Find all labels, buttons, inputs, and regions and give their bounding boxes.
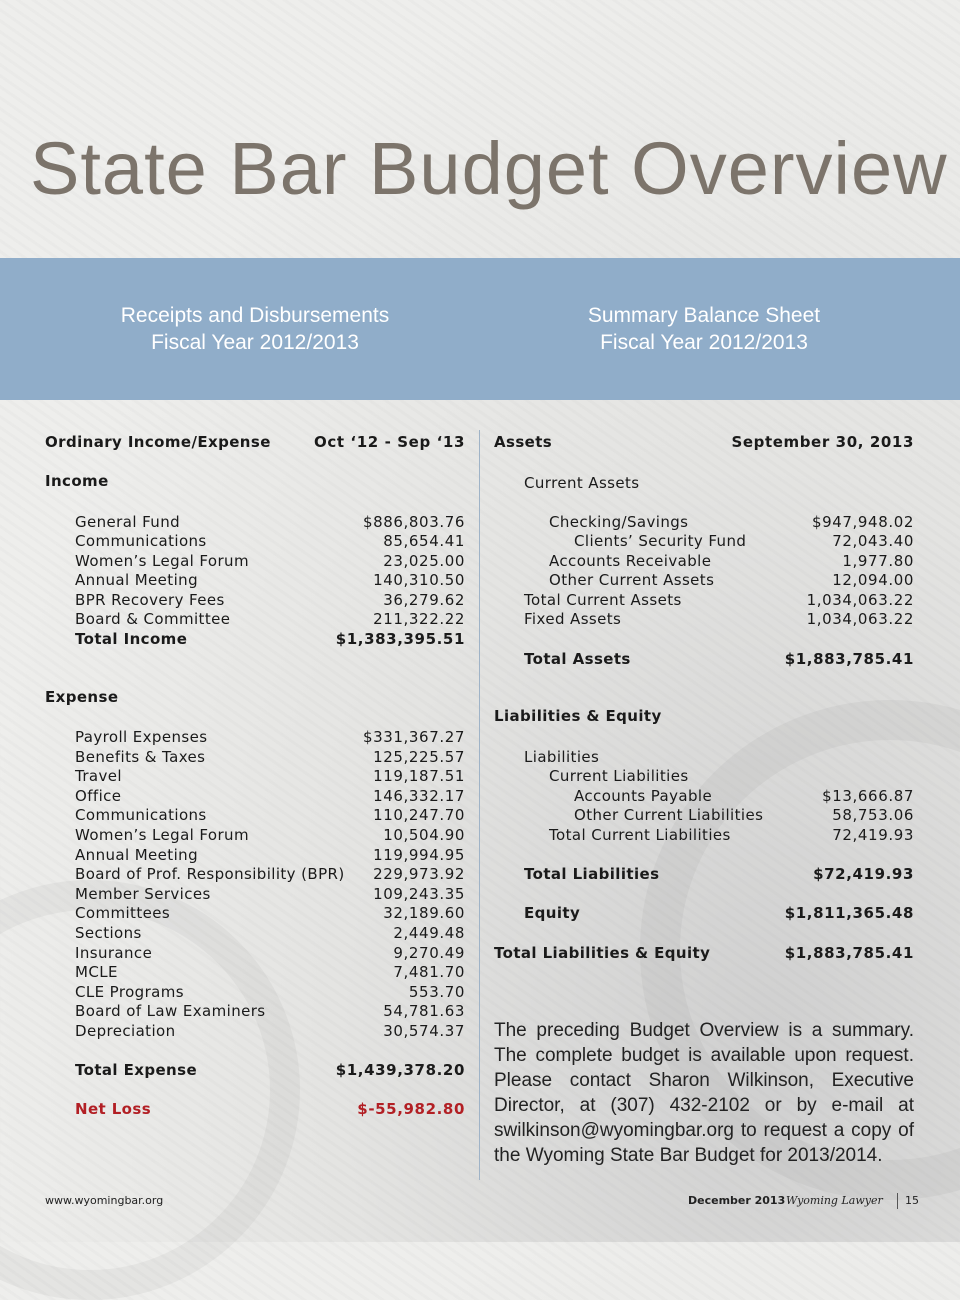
- balance-date: September 30, 2013: [731, 433, 914, 451]
- income-amount: $886,803.76: [362, 513, 465, 531]
- expense-label: Benefits & Taxes: [75, 748, 206, 766]
- expense-label: CLE Programs: [75, 983, 184, 1001]
- receivable-label: Accounts Receivable: [549, 552, 712, 570]
- clients-fund-label: Clients’ Security Fund: [574, 532, 747, 550]
- period-header: Oct ‘12 - Sep ‘13: [314, 433, 465, 451]
- total-current-assets-amount: 1,034,063.22: [806, 591, 914, 609]
- fixed-assets-amount: 1,034,063.22: [806, 610, 914, 628]
- expense-amount: 146,332.17: [373, 787, 465, 805]
- total-current-liabilities-label: Total Current Liabilities: [549, 826, 731, 844]
- expense-amount: 119,994.95: [373, 846, 465, 864]
- expense-amount: 229,973.92: [373, 865, 465, 883]
- other-liabilities-amount: 58,753.06: [832, 806, 914, 824]
- income-expense-header: Ordinary Income/Expense: [45, 433, 271, 451]
- checking-amount: $947,948.02: [811, 513, 914, 531]
- page-number: 15: [905, 1194, 919, 1207]
- income-amount: 211,322.22: [373, 610, 465, 628]
- fixed-assets-label: Fixed Assets: [524, 610, 622, 628]
- expense-amount: 10,504.90: [383, 826, 465, 844]
- expense-label: Payroll Expenses: [75, 728, 208, 746]
- equity-label: Equity: [524, 904, 581, 922]
- income-label: BPR Recovery Fees: [75, 591, 225, 609]
- total-expense-label: Total Expense: [75, 1061, 198, 1079]
- expense-amount: 125,225.57: [373, 748, 465, 766]
- receipts-heading-line2: Fiscal Year 2012/2013: [151, 331, 359, 354]
- accounts-payable-amount: $13,666.87: [822, 787, 914, 805]
- liabilities-label: Liabilities: [524, 748, 600, 766]
- expense-label: Board of Prof. Responsibility (BPR): [75, 865, 345, 883]
- expense-label: Annual Meeting: [75, 846, 198, 864]
- expense-amount: 110,247.70: [373, 806, 465, 824]
- equity-amount: $1,811,365.48: [784, 904, 914, 922]
- current-liabilities-label: Current Liabilities: [549, 767, 689, 785]
- balance-sheet-heading-line1: Summary Balance Sheet: [587, 304, 821, 327]
- liabilities-equity-heading: Liabilities & Equity: [494, 707, 662, 725]
- summary-note: The preceding Budget Overview is a summary. The complete budget is available upon request. Please contact Sharon Wilkinson, Executive Director, at (307) 432-2102 or by e-mail at swilkinson@wyomingbar.org to request a copy of the Wyoming State Bar Budget for 2013/2014.: [494, 1020, 914, 1166]
- expense-amount: 119,187.51: [373, 767, 465, 785]
- receivable-amount: 1,977.80: [842, 552, 914, 570]
- column-divider: [479, 430, 480, 1180]
- expense-label: Insurance: [75, 944, 153, 962]
- footer-website[interactable]: www.wyomingbar.org: [45, 1194, 164, 1207]
- total-assets-amount: $1,883,785.41: [784, 650, 914, 668]
- income-label: Communications: [75, 532, 207, 550]
- receipts-heading: [55, 302, 455, 356]
- expense-label: Communications: [75, 806, 207, 824]
- expense-label: Committees: [75, 904, 171, 922]
- expense-amount: 7,481.70: [393, 963, 465, 981]
- current-assets-label: Current Assets: [524, 474, 640, 492]
- page-title: State Bar Budget Overview: [30, 127, 948, 210]
- expense-label: Office: [75, 787, 122, 805]
- expense-amount: 2,449.48: [393, 924, 465, 942]
- checking-label: Checking/Savings: [549, 513, 689, 531]
- other-liabilities-label: Other Current Liabilities: [574, 806, 764, 824]
- income-amount: 23,025.00: [383, 552, 465, 570]
- expense-amount: $331,367.27: [362, 728, 465, 746]
- other-current-assets-amount: 12,094.00: [832, 571, 914, 589]
- expense-amount: 54,781.63: [383, 1002, 465, 1020]
- balance-sheet-heading: [504, 302, 904, 356]
- expense-label: Women’s Legal Forum: [75, 826, 249, 844]
- total-expense-amount: $1,439,378.20: [335, 1061, 465, 1079]
- total-liabilities-amount: $72,419.93: [813, 865, 914, 883]
- total-current-liabilities-amount: 72,419.93: [832, 826, 914, 844]
- balance-sheet-heading-line2: Fiscal Year 2012/2013: [600, 331, 808, 354]
- expense-label: Depreciation: [75, 1022, 176, 1040]
- expense-amount: 32,189.60: [383, 904, 465, 922]
- clients-fund-amount: 72,043.40: [832, 532, 914, 550]
- income-amount: 85,654.41: [383, 532, 465, 550]
- assets-header: Assets: [494, 433, 553, 451]
- accounts-payable-label: Accounts Payable: [574, 787, 713, 805]
- total-income-amount: $1,383,395.51: [335, 630, 465, 648]
- total-liabilities-label: Total Liabilities: [524, 865, 660, 883]
- income-label: Annual Meeting: [75, 571, 198, 589]
- income-label: Women’s Legal Forum: [75, 552, 249, 570]
- expense-label: Sections: [75, 924, 142, 942]
- net-loss-label: Net Loss: [75, 1100, 152, 1118]
- expense-amount: 9,270.49: [393, 944, 465, 962]
- total-income-label: Total Income: [75, 630, 188, 648]
- income-label: General Fund: [75, 513, 181, 531]
- total-assets-label: Total Assets: [524, 650, 631, 668]
- income-heading: Income: [45, 472, 109, 490]
- expense-amount: 553.70: [408, 983, 465, 1001]
- income-label: Board & Committee: [75, 610, 231, 628]
- income-amount: 36,279.62: [383, 591, 465, 609]
- receipts-heading-line1: Receipts and Disbursements: [120, 304, 390, 327]
- section-banner: [0, 258, 960, 400]
- expense-label: MCLE: [75, 963, 118, 981]
- total-liabilities-equity-amount: $1,883,785.41: [784, 944, 914, 962]
- other-current-assets-label: Other Current Assets: [549, 571, 715, 589]
- net-loss-amount: $-55,982.80: [357, 1100, 465, 1118]
- total-current-assets-label: Total Current Assets: [524, 591, 682, 609]
- expense-heading: Expense: [45, 688, 119, 706]
- total-liabilities-equity-label: Total Liabilities & Equity: [494, 944, 711, 962]
- income-amount: 140,310.50: [373, 571, 465, 589]
- currency-background-swirl: [0, 880, 300, 1300]
- expense-label: Travel: [75, 767, 122, 785]
- footer-publication: Wyoming Lawyer: [786, 1194, 883, 1207]
- expense-label: Member Services: [75, 885, 211, 903]
- expense-label: Board of Law Examiners: [75, 1002, 266, 1020]
- footer-separator: [897, 1193, 898, 1209]
- footer-date: December 2013: [688, 1194, 786, 1207]
- expense-amount: 109,243.35: [373, 885, 465, 903]
- expense-amount: 30,574.37: [383, 1022, 465, 1040]
